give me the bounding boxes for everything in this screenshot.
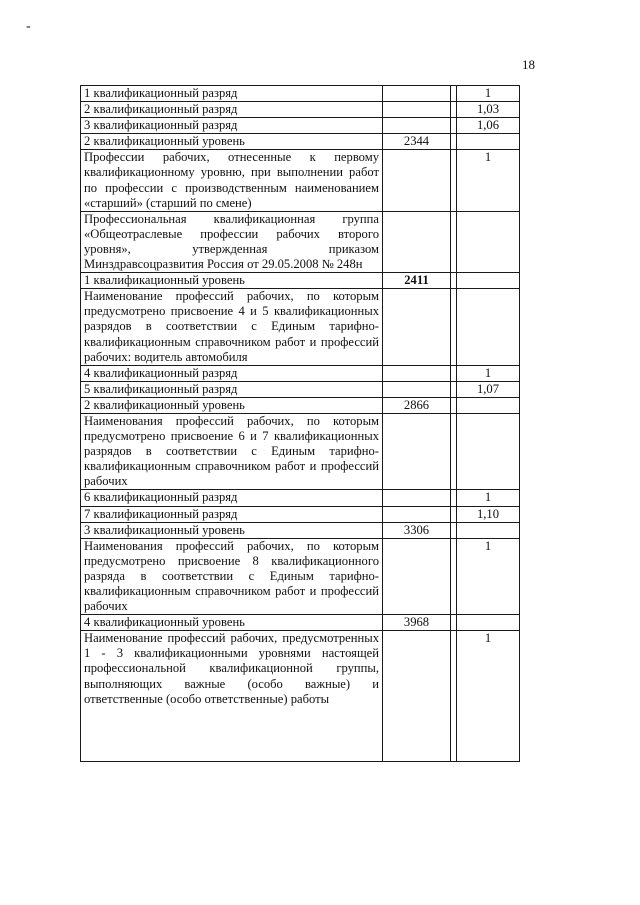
- salary-cell: [383, 538, 451, 614]
- table-row: [81, 289, 520, 365]
- table-row: [81, 134, 520, 150]
- table-row: [81, 118, 520, 134]
- salary-cell: [383, 150, 451, 211]
- table-row: [81, 381, 520, 397]
- salary-cell: [383, 631, 451, 762]
- coefficient-cell: 1: [457, 365, 520, 381]
- table-row: [81, 506, 520, 522]
- row-name-cell: Наименования профессий рабочих, по которым предусмотрено присвоение 6 и 7 квалификационных разрядов в соответствии с Единым тарифно-квалификационным справочником работ и профессий рабочих: [81, 413, 383, 489]
- page-number: 18: [522, 57, 535, 72]
- salary-cell: [383, 413, 451, 489]
- table-row: [81, 102, 520, 118]
- table-row: [81, 631, 520, 762]
- table-row: [81, 538, 520, 614]
- coefficient-cell: [457, 273, 520, 289]
- row-name-cell: Профессиональная квалификационная группа «Общеотраслевые профессии рабочих второго уровня», утвержденная приказом Минздравсоцразвития Россия от 29.05.2008 № 248н: [81, 211, 383, 272]
- salary-cell: [383, 86, 451, 102]
- salary-cell: 3306: [383, 522, 451, 538]
- table-row: [81, 365, 520, 381]
- qualification-table: [80, 85, 520, 762]
- coefficient-cell: [457, 615, 520, 631]
- margin-dash: -: [26, 19, 31, 34]
- salary-cell: 2866: [383, 397, 451, 413]
- table-row: [81, 273, 520, 289]
- coefficient-cell: 1: [457, 150, 520, 211]
- row-name-cell: Наименование профессий рабочих, предусмотренных 1 - 3 квалификационными уровнями настоящей профессиональной квалификационной группы, выполняющих важные (особо важные) и ответственные (особо ответственные) работы: [81, 631, 383, 762]
- row-name-cell: 1 квалификационный разряд: [81, 86, 383, 102]
- salary-cell: [383, 365, 451, 381]
- coefficient-cell: 1: [457, 490, 520, 506]
- table-row: [81, 413, 520, 489]
- coefficient-cell: 1,03: [457, 102, 520, 118]
- row-name-cell: Наименования профессий рабочих, по которым предусмотрено присвоение 8 квалификационного разряда в соответствии с Единым тарифно-квалификационным справочником работ и профессий рабочих: [81, 538, 383, 614]
- row-name-cell: 1 квалификационный уровень: [81, 273, 383, 289]
- coefficient-cell: 1,07: [457, 381, 520, 397]
- table-row: [81, 86, 520, 102]
- salary-cell: [383, 490, 451, 506]
- row-name-cell: Наименование профессий рабочих, по которым предусмотрено присвоение 4 и 5 квалификационных разрядов в соответствии с Единым тарифно-квалификационным справочником работ и профессий рабочих: водитель автомобиля: [81, 289, 383, 365]
- salary-cell: [383, 381, 451, 397]
- row-name-cell: 3 квалификационный разряд: [81, 118, 383, 134]
- coefficient-cell: 1: [457, 538, 520, 614]
- coefficient-cell: [457, 211, 520, 272]
- coefficient-cell: [457, 134, 520, 150]
- coefficient-cell: 1: [457, 86, 520, 102]
- table-row: [81, 150, 520, 211]
- table-row: [81, 490, 520, 506]
- row-name-cell: Профессии рабочих, отнесенные к первому квалификационному уровню, при выполнении работ по профессии с производственным наименованием «старший» (старший по смене): [81, 150, 383, 211]
- salary-cell: 3968: [383, 615, 451, 631]
- coefficient-cell: [457, 289, 520, 365]
- salary-cell: [383, 102, 451, 118]
- salary-cell: 2344: [383, 134, 451, 150]
- row-name-cell: 7 квалификационный разряд: [81, 506, 383, 522]
- row-name-cell: 6 квалификационный разряд: [81, 490, 383, 506]
- row-name-cell: 5 квалификационный разряд: [81, 381, 383, 397]
- coefficient-cell: 1,10: [457, 506, 520, 522]
- salary-cell: [383, 506, 451, 522]
- table-row: [81, 211, 520, 272]
- table-row: [81, 522, 520, 538]
- salary-cell: [383, 118, 451, 134]
- row-name-cell: 3 квалификационный уровень: [81, 522, 383, 538]
- coefficient-cell: [457, 522, 520, 538]
- salary-cell: [383, 289, 451, 365]
- row-name-cell: 2 квалификационный уровень: [81, 134, 383, 150]
- table-row: [81, 615, 520, 631]
- coefficient-cell: 1,06: [457, 118, 520, 134]
- salary-cell: [383, 211, 451, 272]
- row-name-cell: 4 квалификационный разряд: [81, 365, 383, 381]
- table-row: [81, 397, 520, 413]
- salary-cell: 2411: [383, 273, 451, 289]
- coefficient-cell: [457, 397, 520, 413]
- row-name-cell: 2 квалификационный разряд: [81, 102, 383, 118]
- coefficient-cell: [457, 413, 520, 489]
- row-name-cell: 2 квалификационный уровень: [81, 397, 383, 413]
- row-name-cell: 4 квалификационный уровень: [81, 615, 383, 631]
- coefficient-cell: 1: [457, 631, 520, 762]
